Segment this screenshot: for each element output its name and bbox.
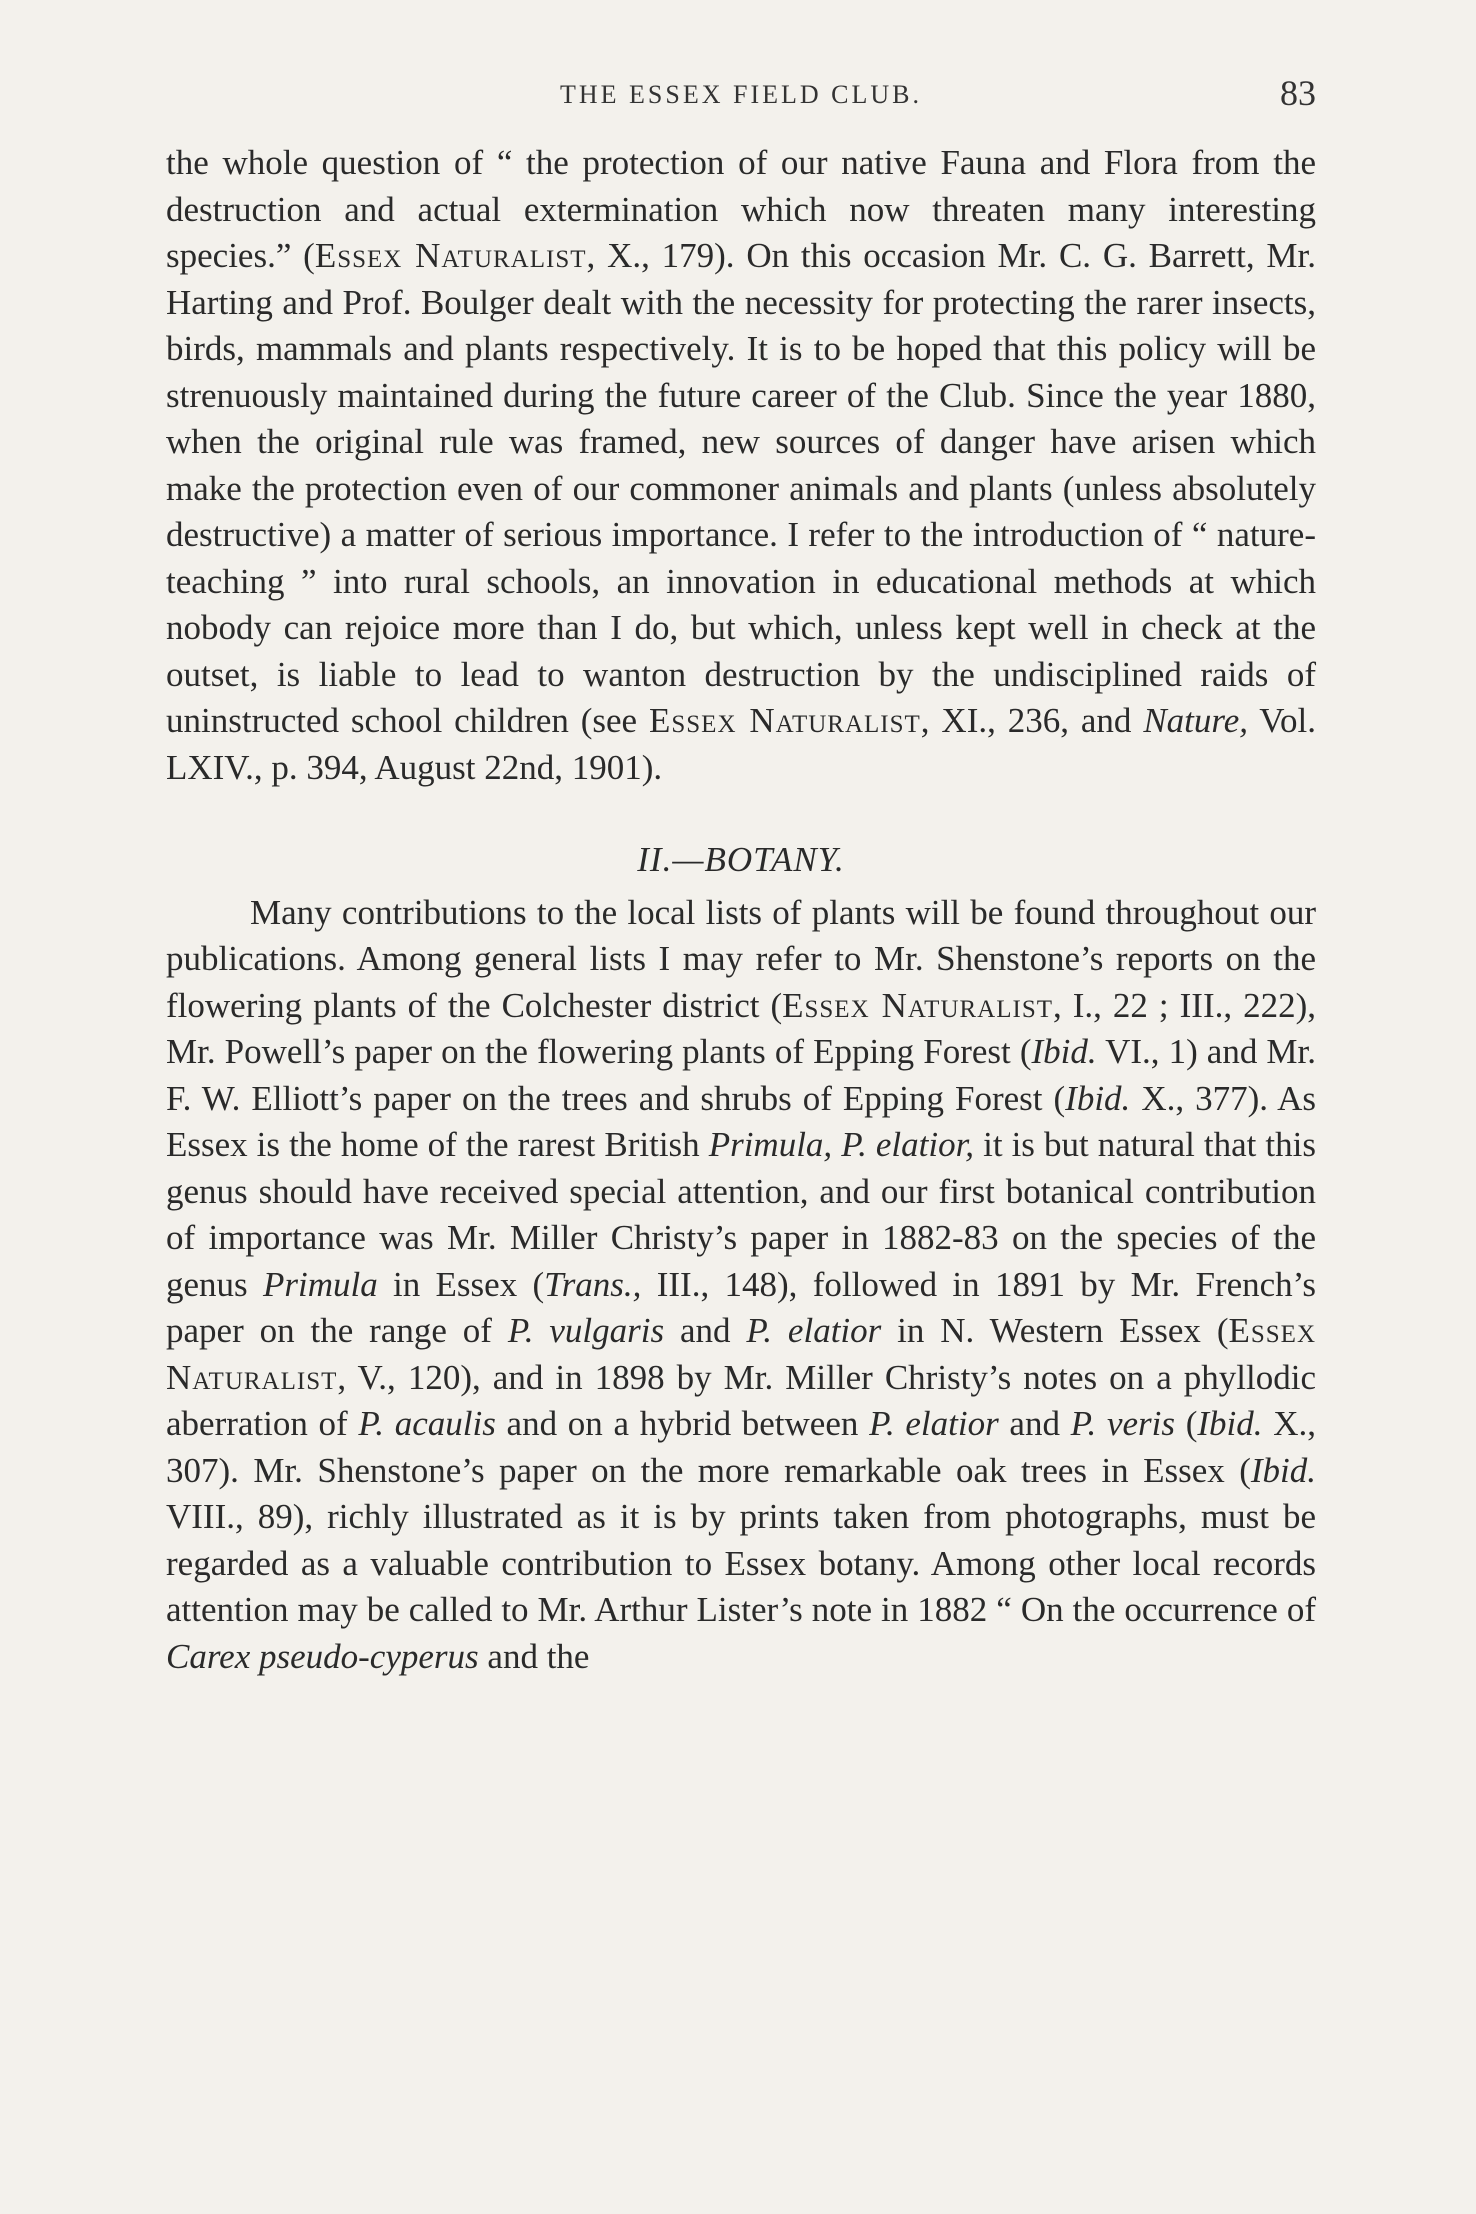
text-run: , XI., 236, and	[920, 701, 1144, 740]
text-run: and	[998, 1404, 1071, 1443]
text-run: III., 148), followed in 1891 by Mr. French’s paper on the range of	[166, 1264, 1317, 1350]
species-name: P. elatior	[869, 1404, 999, 1443]
italic-ref: Nature,	[1143, 701, 1248, 740]
section-heading: II.—BOTANY.	[637, 840, 845, 879]
running-title: THE ESSEX FIELD CLUB.	[560, 80, 922, 109]
paragraph-protection	[166, 140, 1316, 791]
text-run: , I., 22 ; III., 222), Mr. Powell’s paper on the flowering plants of Epping Forest (	[166, 985, 1316, 1071]
species-name: Primula, P. elatior,	[708, 1125, 975, 1164]
species-name: P. acaulis	[358, 1404, 496, 1443]
italic-ref: Ibid.	[1250, 1450, 1316, 1490]
species-name: Carex pseudo-cyperus	[166, 1636, 479, 1676]
journal-ref: Essex Naturalist	[314, 236, 587, 275]
text-run: in Essex (	[377, 1264, 545, 1304]
text-run: , V., 120), and in 1898 by Mr. Miller Christy’s notes on a phyllodic aberration of	[166, 1357, 1316, 1443]
journal-ref: Essex Naturalist	[648, 701, 921, 740]
text-run: Vol. LXIV., p. 394, August 22nd, 1901).	[166, 701, 1316, 787]
journal-ref: Essex Naturalist	[782, 985, 1054, 1025]
page-number: 83	[1280, 73, 1316, 113]
text-run: and on a hybrid between	[495, 1404, 870, 1443]
species-name: Primula	[262, 1264, 378, 1304]
text-run: X., 377). As Essex is the home of the rarest British	[166, 1078, 1316, 1164]
text-run: X., 307). Mr. Shenstone’s paper on the more remarkable oak trees in Essex (	[166, 1404, 1317, 1490]
italic-ref: Trans.,	[544, 1264, 642, 1304]
italic-ref: Ibid.	[1197, 1404, 1263, 1443]
paragraph-botany	[166, 890, 1316, 1681]
italic-ref: Ibid.	[1031, 1032, 1097, 1071]
journal-ref: Essex Naturalist	[166, 1311, 1316, 1397]
text-run: VIII., 89), richly illustrated as it is by prints taken from photographs, must be regarded as a valuable contribution to Essex botany. Among other local records attention may be called to Mr. Arthur Lister’s note in 1882 “ On the occurrence of	[166, 1497, 1316, 1629]
running-head	[166, 72, 1316, 122]
species-name: P. veris	[1070, 1404, 1176, 1443]
text-run: , X., 179). On this occasion Mr. C. G. Barrett, Mr. Harting and Prof. Boulger dealt with the necessity for protecting the rarer insects, birds, mammals and plants respectively. It is to be hoped that this policy will be strenuously maintained during the future career of the Club. Since the year 1880, when the original rule was framed, new sources of danger have arisen which make the protection even of our commoner animals and plants (unless absolutely destructive) a matter of serious importance. I refer to the introduction of “ nature-teaching ” into rural schools, an innovation in educational methods at which nobody can rejoice more than I do, but which, unless kept well in check at the outset, is liable to lead to wanton destruction by the undisciplined raids of uninstructed school children (see	[166, 236, 1316, 740]
species-name: P. elatior	[746, 1311, 882, 1350]
text-run: in N. Western Essex (	[881, 1311, 1229, 1350]
text-run: (	[1175, 1404, 1198, 1443]
text-run: Many contributions to the local lists of plants will be found throughout our publications. Among general lists I may refer to Mr. Shenstone’s reports on the flowering plants of the Colchester district (	[166, 892, 1316, 1025]
text-run: and	[664, 1311, 747, 1350]
text-run: the whole question of “ the protection of our native Fauna and Flora from the destruction and actual extermination which now threaten many interesting species.” (	[166, 143, 1316, 275]
text-run: it is but natural that this genus should have received special attention, and our first botanical contribution of importance was Mr. Miller Christy’s paper in 1882-83 on the species of the genus	[166, 1125, 1316, 1304]
italic-ref: Ibid.	[1065, 1078, 1131, 1118]
text-run: and the	[478, 1636, 590, 1676]
text-run: VI., 1) and Mr. F. W. Elliott’s paper on the trees and shrubs of Epping Forest (	[166, 1032, 1317, 1118]
species-name: P. vulgaris	[507, 1311, 665, 1350]
body-text	[166, 140, 1316, 1680]
